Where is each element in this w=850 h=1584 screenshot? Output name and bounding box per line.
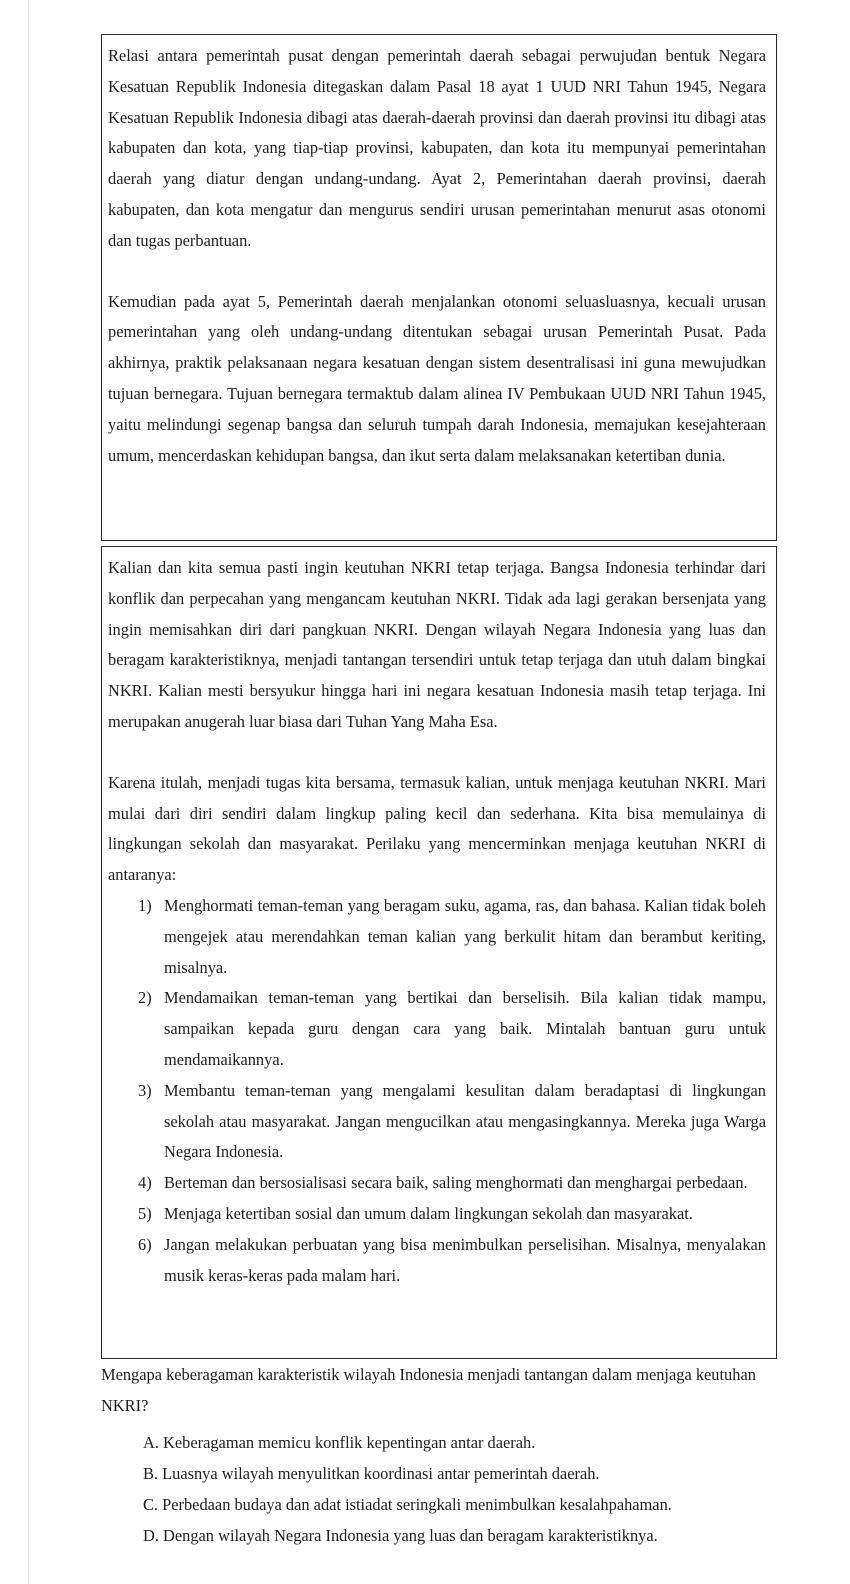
list-item [108,1199,766,1230]
page-edge-line [28,0,29,1584]
option-a[interactable]: A. Keberagaman memicu konflik kepentingan antar daerah. [143,1433,536,1452]
list-text: Berteman dan bersosialisasi secara baik, saling menghormati dan menghargai perbedaan. [164,1173,748,1193]
list-item [108,1076,766,1168]
list-number: 3) [138,1080,152,1100]
question-text: Mengapa keberagaman karakteristik wilayah Indonesia menjadi tantangan dalam menjaga keutuhan NKRI? [101,1365,756,1415]
list-text: Menghormati teman-teman yang beragam suku, agama, ras, dan bahasa. Kalian tidak boleh mengejek atau merendahkan teman kalian yang berkulit hitam dan berambut keriting, misalnya. [164,895,766,977]
list-text: Mendamaikan teman-teman yang bertikai dan berselisih. Bila kalian tidak mampu, sampaikan kepada guru dengan cara yang baik. Mintalah bantuan guru untuk mendamaikannya. [164,988,766,1069]
behavior-list [108,891,766,1291]
list-number: 4) [138,1173,152,1193]
list-text: Membantu teman-teman yang mengalami kesulitan dalam beradaptasi di lingkungan sekolah atau masyarakat. Jangan mengucilkan atau mengasingkannya. Mereka juga Warga Negara Indonesia. [164,1080,766,1162]
list-item [108,983,766,1075]
list-number: 5) [138,1203,152,1223]
list-number: 6) [138,1234,152,1254]
list-number: 1) [138,895,152,915]
reading-box-relasi-pemerintah [101,34,777,541]
list-item [108,891,766,983]
list-number: 2) [138,988,152,1008]
answer-options [143,1427,783,1551]
option-d[interactable]: D. Dengan wilayah Negara Indonesia yang luas dan beragam karakteristiknya. [143,1526,658,1545]
option-b[interactable]: B. Luasnya wilayah menyulitkan koordinasi antar pemerintah daerah. [143,1464,600,1483]
reading-box-keutuhan-nkri [101,546,777,1359]
option-c[interactable]: C. Perbedaan budaya dan adat istiadat seringkali menimbulkan kesalahpahaman. [143,1495,672,1514]
paragraph-ayat-5: Kemudian pada ayat 5, Pemerintah daerah menjalankan otonomi seluasluasnya, kecuali urusan pemerintahan yang oleh undang-undang ditentukan sebagai urusan Pemerintah Pusat. Pada akhirnya, praktik pelaksanaan negara kesatuan dengan sistem desentralisasi ini guna mewujudkan tujuan bernegara. Tujuan bernegara termaktub dalam alinea IV Pembukaan UUD NRI Tahun 1945, yaitu melindungi segenap bangsa dan seluruh tumpah darah Indonesia, memajukan kesejahteraan umum, mencerdaskan kehidupan bangsa, dan ikut serta dalam melaksanakan ketertiban dunia. [108,291,766,465]
list-text: Menjaga ketertiban sosial dan umum dalam lingkungan sekolah dan masyarakat. [164,1203,693,1223]
paragraph-tugas-bersama: Karena itulah, menjadi tugas kita bersama, termasuk kalian, untuk menjaga keutuhan NKRI. Mari mulai dari diri sendiri dalam lingkup paling kecil dan sederhana. Kita bisa memulainya di lingkungan sekolah dan masyarakat. Perilaku yang mencerminkan menjaga keutuhan NKRI di antaranya: [108,772,766,885]
paragraph-pasal-18: Relasi antara pemerintah pusat dengan pemerintah daerah sebagai perwujudan bentuk Negara Kesatuan Republik Indonesia ditegaskan dalam Pasal 18 ayat 1 UUD NRI Tahun 1945, Negara Kesatuan Republik Indonesia dibagi atas daerah-daerah provinsi dan daerah provinsi itu dibagi atas kabupaten dan kota, yang tiap-tiap provinsi, kabupaten, dan kota itu mempunyai pemerintahan daerah yang diatur dengan undang-undang. Ayat 2, Pemerintahan daerah provinsi, daerah kabupaten, dan kota mengatur dan mengurus sendiri urusan pemerintahan menurut asas otonomi dan tugas perbantuan. [108,46,766,250]
list-item [108,1168,766,1199]
list-item [108,1230,766,1292]
list-text: Jangan melakukan perbuatan yang bisa menimbulkan perselisihan. Misalnya, menyalakan musik keras-keras pada malam hari. [164,1234,766,1285]
paragraph-keutuhan-nkri: Kalian dan kita semua pasti ingin keutuhan NKRI tetap terjaga. Bangsa Indonesia terhindar dari konflik dan perpecahan yang mengancam keutuhan NKRI. Tidak ada lagi gerakan bersenjata yang ingin memisahkan diri dari pangkuan NKRI. Dengan wilayah Negara Indonesia yang luas dan beragam karakteristiknya, menjadi tantangan tersendiri untuk tetap terjaga dan utuh dalam bingkai NKRI. Kalian mesti bersyukur hingga hari ini negara kesatuan Indonesia masih tetap terjaga. Ini merupakan anugerah luar biasa dari Tuhan Yang Maha Esa. [108,558,766,731]
